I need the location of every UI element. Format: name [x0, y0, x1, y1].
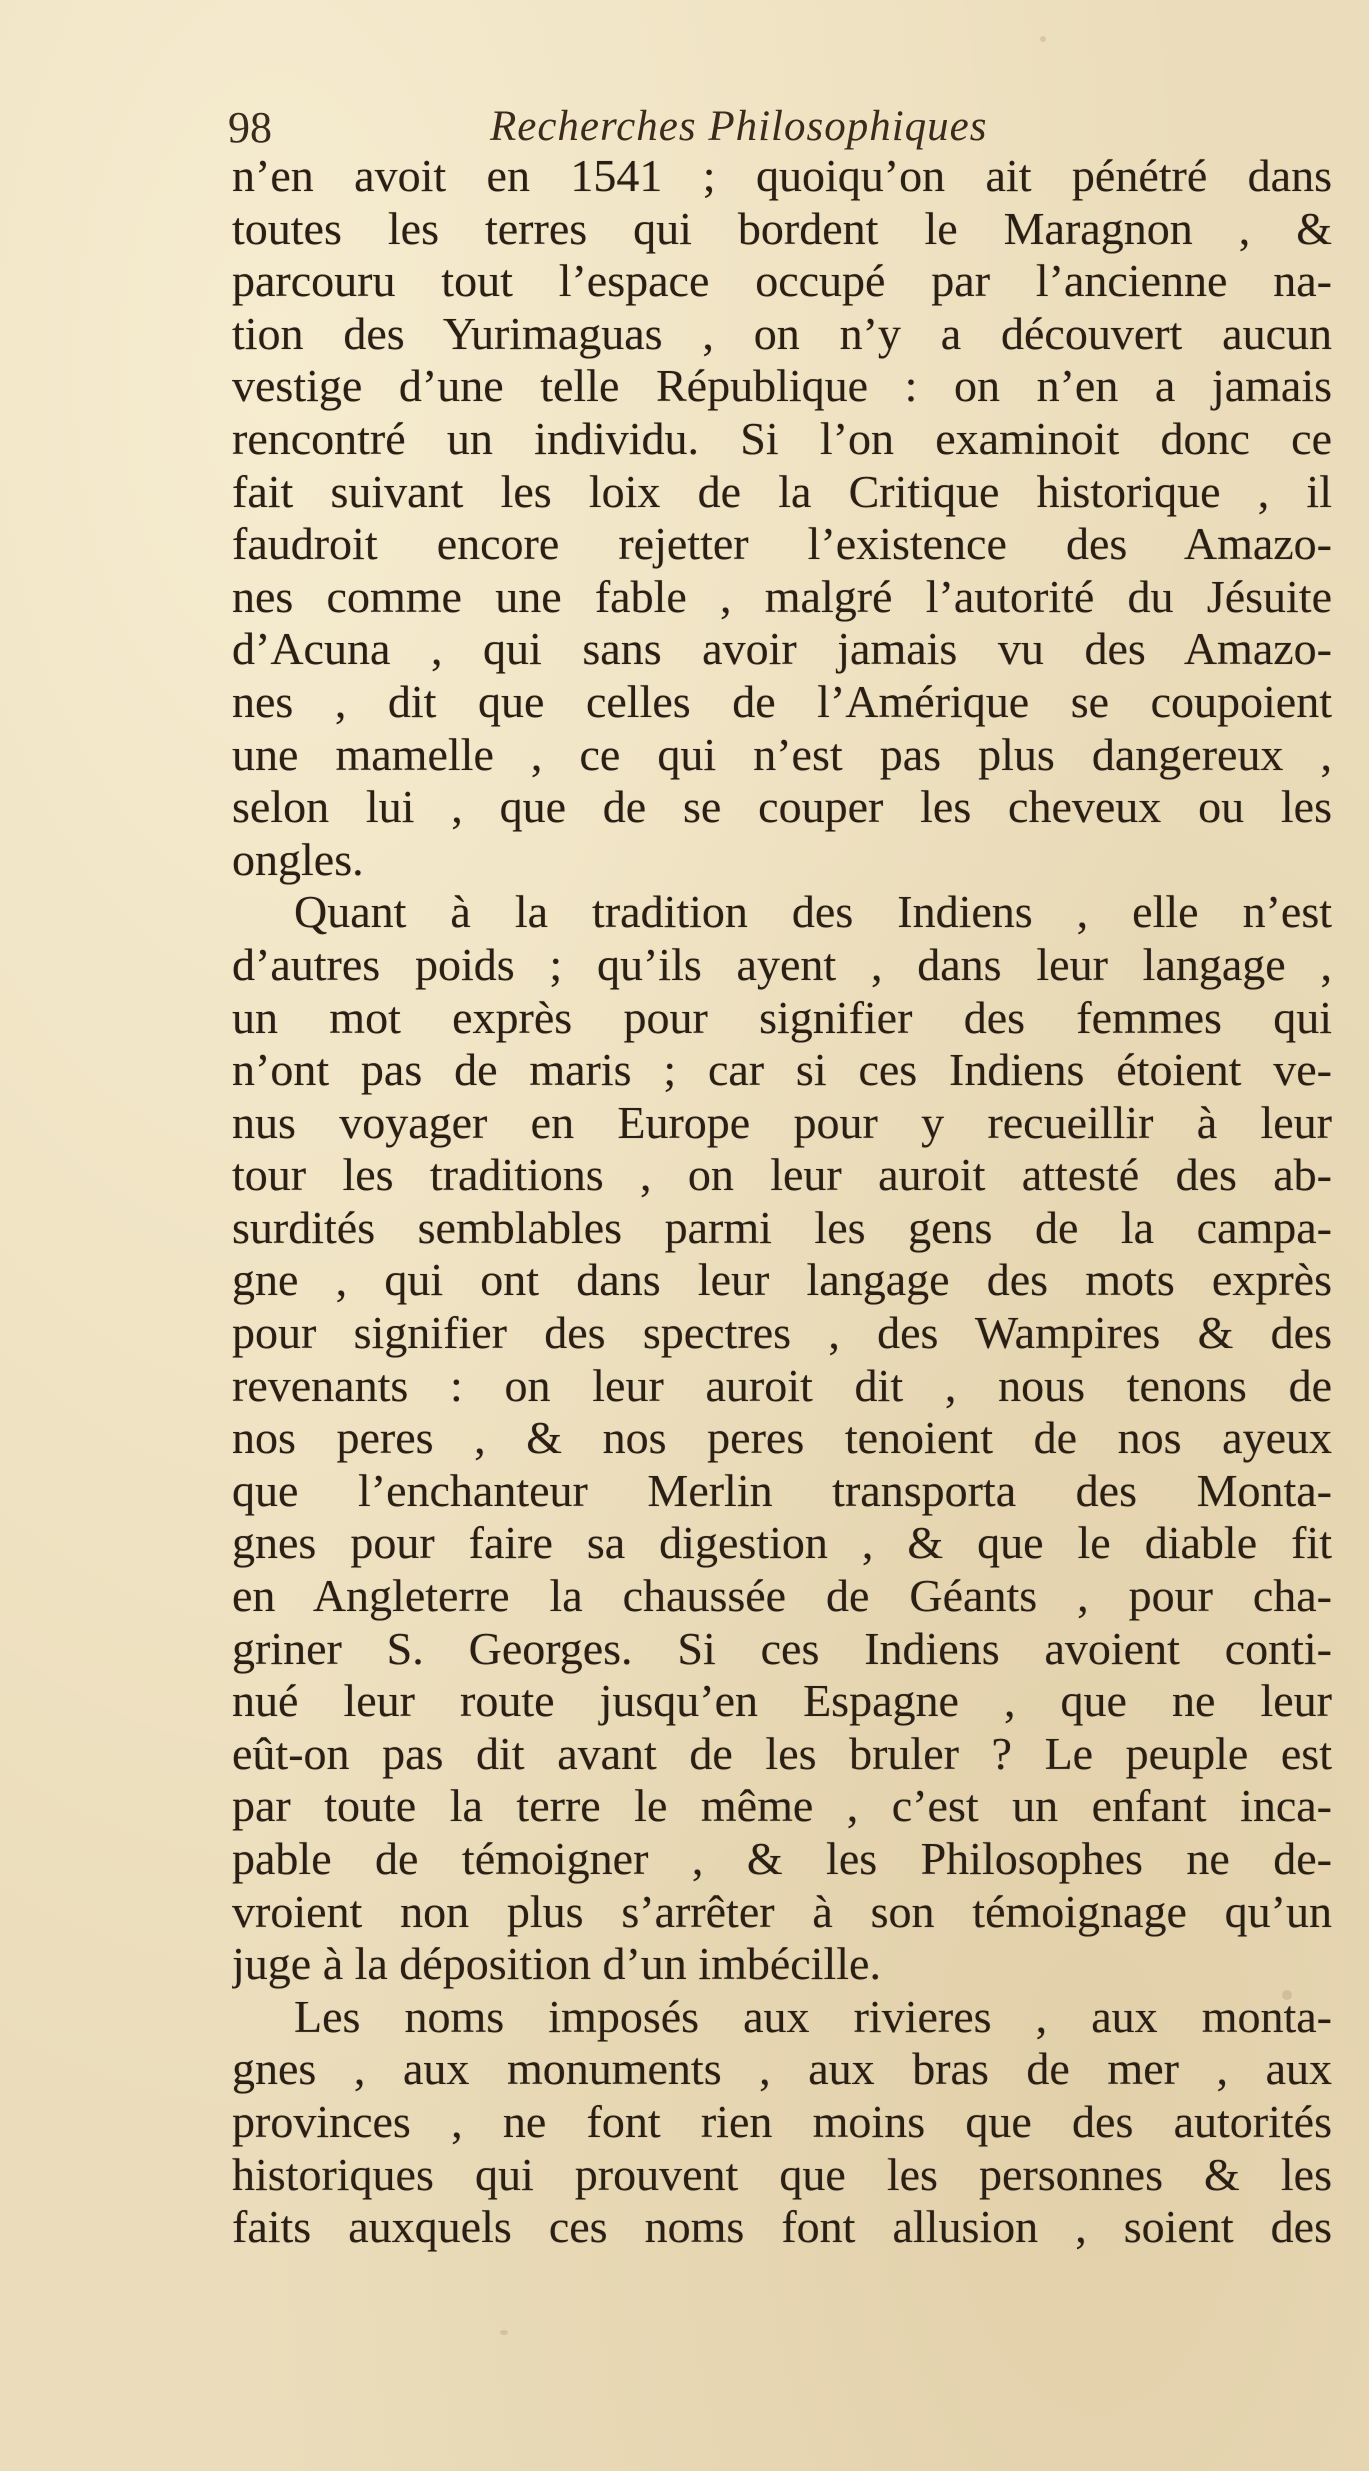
text-line: n’ont pas de maris ; car si ces Indiens étoient ve- — [232, 1044, 1332, 1096]
text-line: tour les traditions , on leur auroit attesté des ab- — [232, 1149, 1332, 1201]
text-line: eût-on pas dit avant de les bruler ? Le peuple est — [232, 1727, 1332, 1779]
text-line: gnes , aux monuments , aux bras de mer , aux — [232, 2043, 1332, 2095]
text-line: parcouru tout l’espace occupé par l’ancienne na- — [232, 255, 1332, 307]
text-line: griner S. Georges. Si ces Indiens avoient conti- — [232, 1622, 1332, 1674]
text-line: par toute la terre le même , c’est un enfant inca- — [232, 1780, 1332, 1832]
text-line: Les noms imposés aux rivieres , aux monta- — [294, 1990, 1332, 2042]
text-line: pable de témoigner , & les Philosophes ne de- — [232, 1833, 1332, 1884]
text-line: nus voyager en Europe pour y recueillir à leur — [232, 1096, 1332, 1148]
body-text — [232, 150, 1332, 2254]
text-line: revenants : on leur auroit dit , nous tenons de — [232, 1359, 1332, 1411]
text-line: faudroit encore rejetter l’existence des Amazo- — [232, 518, 1332, 570]
text-line: tion des Yurimaguas , on n’y a découvert aucun — [232, 307, 1332, 359]
text-line: une mamelle , ce qui n’est pas plus dangereux , — [232, 728, 1332, 780]
text-line: juge à la déposition d’un imbécille. — [232, 1938, 881, 1990]
text-line: que l’enchanteur Merlin transporta des Monta- — [232, 1464, 1332, 1516]
text-line: en Angleterre la chaussée de Géants , pour cha- — [232, 1570, 1332, 1622]
text-line: vroient non plus s’arrêter à son témoignage qu’un — [232, 1885, 1332, 1937]
text-line: Quant à la tradition des Indiens , elle n’est — [294, 886, 1332, 938]
text-line: nes , dit que celles de l’Amérique se coupoient — [232, 675, 1332, 727]
text-line: nos peres , & nos peres tenoient de nos ayeux — [232, 1412, 1332, 1464]
text-line: n’en avoit en 1541 ; quoiqu’on ait pénétré dans — [232, 150, 1332, 201]
text-line: pour signifier des spectres , des Wampires & des — [232, 1307, 1332, 1359]
text-line: gnes pour faire sa digestion , & que le diable fit — [232, 1517, 1332, 1569]
page-number: 98 — [228, 103, 272, 152]
text-line: nué leur route jusqu’en Espagne , que ne leur — [232, 1675, 1332, 1727]
text-line: d’Acuna , qui sans avoir jamais vu des Amazo- — [232, 623, 1332, 675]
text-line: gne , qui ont dans leur langage des mots exprès — [232, 1254, 1332, 1306]
text-line: faits auxquels ces noms font allusion , soient des — [232, 2201, 1332, 2253]
text-line: un mot exprès pour signifier des femmes qui — [232, 991, 1332, 1043]
text-line: toutes les terres qui bordent le Maragnon , & — [232, 202, 1332, 254]
text-line: vestige d’une telle République : on n’en a jamais — [232, 360, 1332, 412]
text-line: surdités semblables parmi les gens de la campa- — [232, 1201, 1332, 1253]
text-line: rencontré un individu. Si l’on examinoit donc ce — [232, 412, 1332, 464]
text-line: historiques qui prouvent que les personnes & les — [232, 2148, 1332, 2200]
text-line: d’autres poids ; qu’ils ayent , dans leur langage , — [232, 938, 1332, 990]
text-line: fait suivant les loix de la Critique historique , il — [232, 465, 1332, 517]
running-title: Recherches Philosophiques — [490, 103, 988, 150]
text-line: nes comme une fable , malgré l’autorité du Jésuite — [232, 570, 1332, 622]
text-line: ongles. — [232, 833, 364, 885]
text-line: provinces , ne font rien moins que des autorités — [232, 2095, 1332, 2147]
text-line: selon lui , que de se couper les cheveux ou les — [232, 781, 1332, 833]
